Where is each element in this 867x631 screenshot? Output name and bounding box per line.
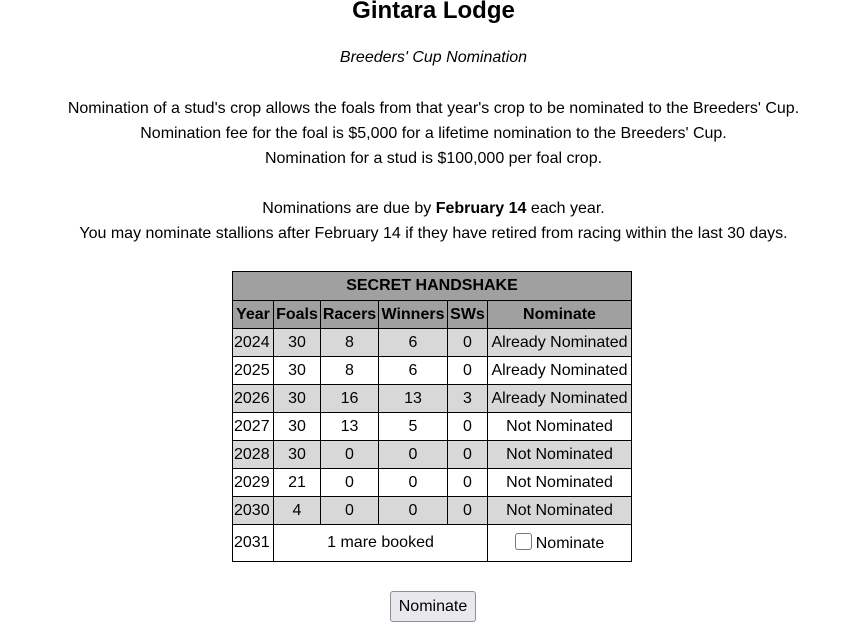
table-row bbox=[233, 385, 632, 413]
cell-nominate-option bbox=[488, 525, 632, 562]
cell-status: Not Nominated bbox=[488, 497, 632, 525]
page-subtitle: Breeders' Cup Nomination bbox=[339, 49, 528, 66]
cell-year: 2031 bbox=[233, 525, 274, 562]
cell-year: 2024 bbox=[233, 329, 274, 357]
cell-racers: 13 bbox=[321, 413, 379, 441]
cell-booked: 1 mare booked bbox=[274, 525, 488, 562]
col-winners: Winners bbox=[379, 301, 448, 329]
cell-foals: 21 bbox=[274, 469, 321, 497]
info-line-3: Nomination for a stud is $100,000 per foal crop. bbox=[264, 150, 603, 167]
page-title: Gintara Lodge bbox=[352, 0, 515, 24]
due-suffix: each year. bbox=[526, 200, 605, 217]
col-year: Year bbox=[233, 301, 274, 329]
cell-year: 2025 bbox=[233, 357, 274, 385]
table-row bbox=[233, 497, 632, 525]
table-row bbox=[233, 413, 632, 441]
stallion-name: SECRET HANDSHAKE bbox=[233, 272, 632, 301]
col-foals: Foals bbox=[274, 301, 321, 329]
cell-sws: 0 bbox=[448, 441, 488, 469]
cell-winners: 0 bbox=[379, 441, 448, 469]
cell-foals: 30 bbox=[274, 413, 321, 441]
cell-status: Already Nominated bbox=[488, 329, 632, 357]
cell-winners: 5 bbox=[379, 413, 448, 441]
cell-status: Not Nominated bbox=[488, 469, 632, 497]
cell-racers: 8 bbox=[321, 357, 379, 385]
cell-status: Already Nominated bbox=[488, 385, 632, 413]
cell-winners: 6 bbox=[379, 357, 448, 385]
col-racers: Racers bbox=[321, 301, 379, 329]
nomination-table bbox=[232, 271, 632, 562]
nominate-submit-button[interactable]: Nominate bbox=[390, 591, 476, 622]
info-line-2: Nomination fee for the foal is $5,000 for a lifetime nomination to the Breeders' Cup. bbox=[140, 125, 727, 142]
cell-year: 2027 bbox=[233, 413, 274, 441]
cell-foals: 30 bbox=[274, 329, 321, 357]
cell-foals: 30 bbox=[274, 385, 321, 413]
table-row bbox=[233, 357, 632, 385]
table-row-booking bbox=[233, 525, 632, 562]
col-sws: SWs bbox=[448, 301, 488, 329]
nominate-checkbox[interactable] bbox=[515, 533, 532, 550]
cell-sws: 0 bbox=[448, 469, 488, 497]
cell-sws: 3 bbox=[448, 385, 488, 413]
info-line-1: Nomination of a stud's crop allows the foals from that year's crop to be nominated to the Breeders' Cup. bbox=[67, 100, 800, 117]
due-prefix: Nominations are due by bbox=[262, 200, 436, 217]
cell-winners: 13 bbox=[379, 385, 448, 413]
cell-winners: 0 bbox=[379, 497, 448, 525]
cell-racers: 0 bbox=[321, 469, 379, 497]
cell-sws: 0 bbox=[448, 357, 488, 385]
cell-foals: 30 bbox=[274, 357, 321, 385]
cell-racers: 8 bbox=[321, 329, 379, 357]
cell-sws: 0 bbox=[448, 329, 488, 357]
table-row bbox=[233, 441, 632, 469]
cell-winners: 6 bbox=[379, 329, 448, 357]
cell-status: Not Nominated bbox=[488, 413, 632, 441]
due-date: February 14 bbox=[435, 200, 527, 217]
cell-racers: 0 bbox=[321, 497, 379, 525]
cell-racers: 0 bbox=[321, 441, 379, 469]
cell-foals: 30 bbox=[274, 441, 321, 469]
table-row bbox=[233, 329, 632, 357]
cell-sws: 0 bbox=[448, 497, 488, 525]
info-line-5: You may nominate stallions after February 14 if they have retired from racing within the last 30 days. bbox=[79, 225, 788, 242]
nominate-option[interactable] bbox=[515, 535, 604, 552]
info-text bbox=[0, 96, 867, 246]
col-nominate: Nominate bbox=[488, 301, 632, 329]
cell-year: 2030 bbox=[233, 497, 274, 525]
cell-status: Already Nominated bbox=[488, 357, 632, 385]
due-date-line bbox=[0, 196, 867, 221]
cell-winners: 0 bbox=[379, 469, 448, 497]
spacer bbox=[0, 171, 867, 196]
table-row bbox=[233, 469, 632, 497]
nominate-checkbox-label: Nominate bbox=[535, 535, 605, 552]
cell-status: Not Nominated bbox=[488, 441, 632, 469]
cell-year: 2029 bbox=[233, 469, 274, 497]
cell-racers: 16 bbox=[321, 385, 379, 413]
cell-foals: 4 bbox=[274, 497, 321, 525]
cell-year: 2026 bbox=[233, 385, 274, 413]
cell-sws: 0 bbox=[448, 413, 488, 441]
cell-year: 2028 bbox=[233, 441, 274, 469]
